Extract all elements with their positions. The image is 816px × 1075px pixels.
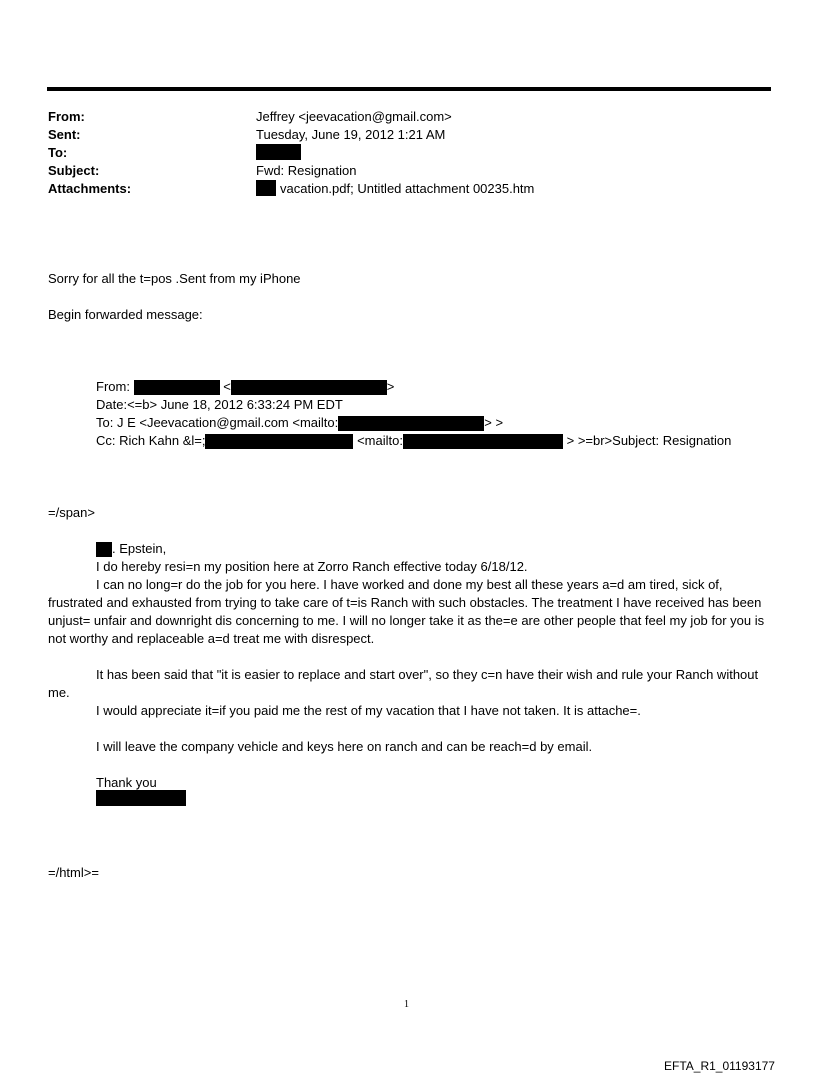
fwd-to-prefix: To: J E <Jeevacation@gmail.com <mailto:: [96, 415, 339, 430]
from-value: Jeffrey <jeevacation@gmail.com>: [256, 109, 452, 124]
salutation-text: . Epstein,: [112, 541, 167, 556]
salutation-redaction: [96, 542, 112, 557]
subject-label: Subject:: [48, 163, 100, 178]
fwd-from-prefix: From:: [96, 379, 130, 394]
attachments-value: vacation.pdf; Untitled attachment 00235.htm: [280, 181, 535, 196]
fwd-from-lt: <: [223, 379, 231, 394]
letter-p4: I would appreciate it=if you paid me the rest of my vacation that I have not taken. It is attache=.: [96, 703, 641, 718]
salutation-line: [96, 540, 166, 558]
html-close-text: =/html>=: [48, 865, 99, 880]
fwd-to-line: [96, 414, 503, 432]
body-line-2: Begin forwarded message:: [48, 307, 203, 322]
letter-p3: It has been said that "it is easier to replace and start over", so they c=n have their wish and rule your Ranch without me.: [48, 667, 759, 700]
attachments-label: Attachments:: [48, 181, 132, 196]
fwd-cc-mailto: <mailto:: [357, 433, 403, 448]
fwd-from-name-redaction: [134, 380, 220, 395]
subject-value: Fwd: Resignation: [256, 163, 357, 178]
fwd-to-suffix: > >: [484, 415, 504, 430]
sent-label: Sent:: [48, 127, 81, 142]
fwd-from-gt: >: [386, 379, 395, 394]
to-redaction: [256, 144, 301, 160]
to-label: To:: [48, 145, 68, 160]
fwd-from-line: [96, 378, 394, 396]
page-number: 1: [404, 999, 409, 1010]
fwd-from-email-redaction: [231, 380, 387, 395]
fwd-to-redaction: [338, 416, 484, 431]
fwd-date-line: Date:<=b> June 18, 2012 6:33:24 PM EDT: [96, 397, 343, 412]
signature-redaction: [96, 790, 186, 806]
sent-value: Tuesday, June 19, 2012 1:21 AM: [256, 127, 446, 142]
document-id: EFTA_R1_01193177: [664, 1059, 775, 1073]
letter-p2: I can no long=r do the job for you here. I have worked and done my best all these years a=d am tired, sick of, frustrated and exhausted from trying to take care of t=is Ranch with such obstacles. The treatment I have received has been unjust= unfair and downright dis concerning to me. I will no longer take it as the=e are other people that feel my job for you is not worthy and replaceable a=d treat me with disrespect.: [48, 577, 765, 646]
fwd-cc-name-redaction: [205, 434, 353, 449]
header-rule: [47, 87, 771, 91]
span-close-text: =/span>: [48, 505, 95, 520]
attachment-redaction: [256, 180, 276, 196]
body-line-1: Sorry for all the t=pos .Sent from my iPhone: [48, 271, 301, 286]
letter-p1: I do hereby resi=n my position here at Zorro Ranch effective today 6/18/12.: [96, 559, 528, 574]
letter-p5: I will leave the company vehicle and keys here on ranch and can be reach=d by email.: [96, 739, 593, 754]
from-label: From:: [48, 109, 85, 124]
fwd-cc-email-redaction: [403, 434, 563, 449]
fwd-cc-prefix: Cc: Rich Kahn &l=;: [96, 433, 206, 448]
fwd-cc-suffix: > >=br>Subject: Resignation: [566, 433, 732, 448]
letter-closing: Thank you: [96, 775, 157, 790]
fwd-cc-line: [96, 432, 731, 450]
